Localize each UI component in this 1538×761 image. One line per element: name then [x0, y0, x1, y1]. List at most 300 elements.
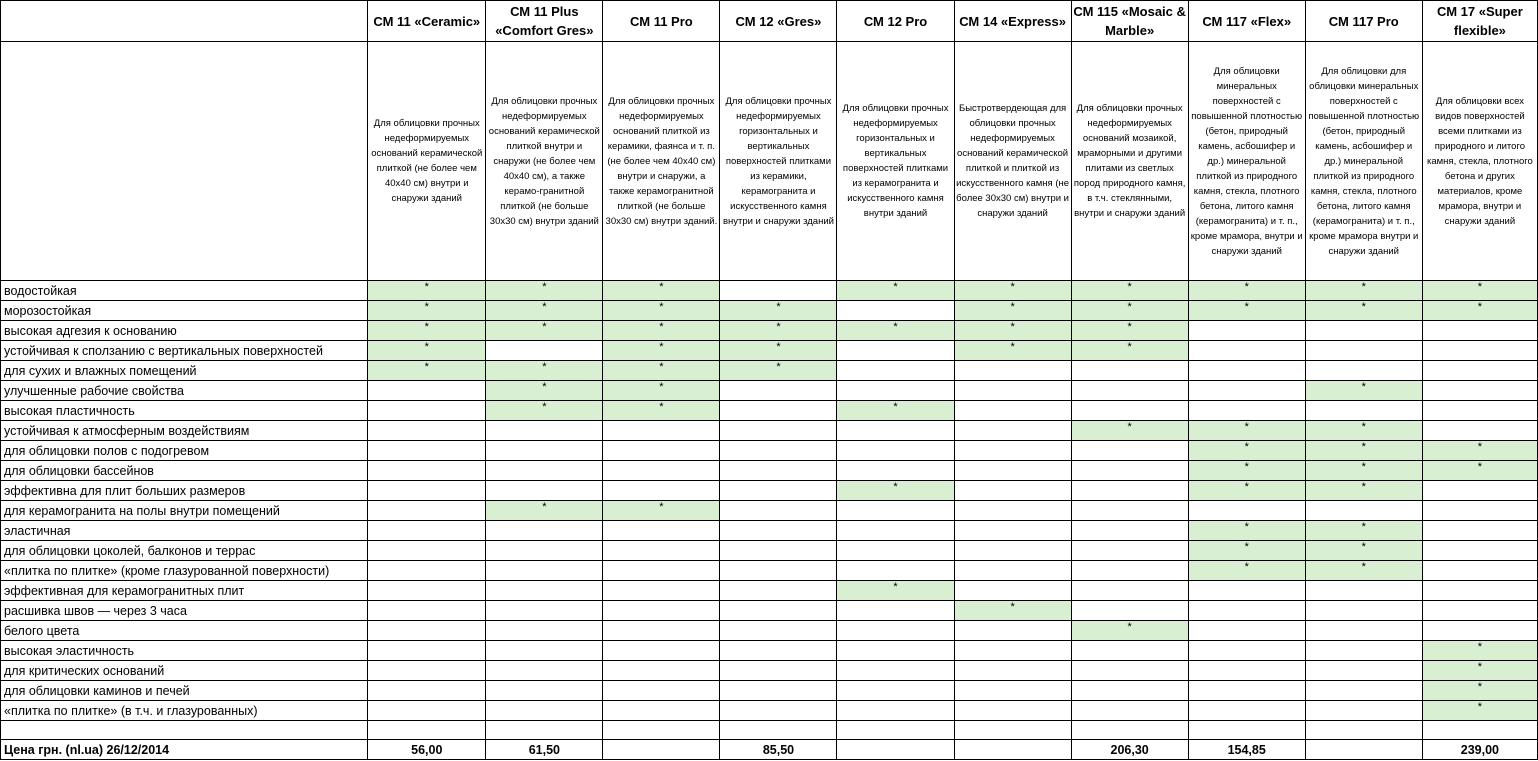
feature-label: эффективна для плит больших размеров: [1, 481, 368, 501]
feature-mark: [368, 381, 486, 401]
feature-mark: [1305, 601, 1422, 621]
feature-row: [1, 681, 1538, 701]
feature-label: эластичная: [1, 521, 368, 541]
feature-mark: *: [1071, 341, 1188, 361]
price-label: Цена грн. (nl.ua) 26/12/2014: [1, 740, 368, 760]
feature-mark: *: [1305, 461, 1422, 481]
feature-mark: [837, 621, 954, 641]
product-price: 206,30: [1071, 740, 1188, 760]
feature-mark: [954, 621, 1071, 641]
feature-mark: [1305, 621, 1422, 641]
spacer-cell: [1188, 721, 1305, 740]
feature-mark: *: [837, 581, 954, 601]
feature-mark: [837, 441, 954, 461]
spacer-cell: [1422, 721, 1537, 740]
feature-mark: *: [1422, 281, 1537, 301]
feature-mark: [1188, 601, 1305, 621]
product-description: Для облицовки прочных недеформируемых оснований керамической плиткой (не более чем 40х40 см) внутри и снаружи зданий: [368, 42, 486, 281]
product-description: Для облицовки прочных недеформируемых оснований керамической плиткой внутри и снаружи (не более чем 40х40 см), а также керамо-гранитной плиткой (не больше 30х30 см) внутри зданий: [486, 42, 603, 281]
feature-mark: [837, 641, 954, 661]
spacer-cell: [603, 721, 720, 740]
feature-mark: [368, 601, 486, 621]
feature-mark: [368, 521, 486, 541]
feature-mark: [1071, 641, 1188, 661]
feature-mark: *: [1188, 521, 1305, 541]
product-price: [954, 740, 1071, 760]
feature-row: [1, 641, 1538, 661]
feature-mark: [1071, 701, 1188, 721]
feature-mark: [1188, 341, 1305, 361]
product-description: Для облицовки всех видов поверхностей всеми плитками из природного и литого камня, стекла, плотного бетона и других материалов, кроме мрамора, внутри и снаружи зданий: [1422, 42, 1537, 281]
product-price: [1305, 740, 1422, 760]
feature-mark: *: [1422, 301, 1537, 321]
feature-mark: [368, 621, 486, 641]
feature-row: [1, 461, 1538, 481]
feature-mark: *: [486, 281, 603, 301]
feature-mark: [954, 701, 1071, 721]
feature-mark: *: [954, 281, 1071, 301]
feature-mark: *: [1422, 661, 1537, 681]
feature-mark: [1188, 401, 1305, 421]
feature-mark: [954, 441, 1071, 461]
feature-mark: [486, 621, 603, 641]
feature-mark: [1071, 461, 1188, 481]
feature-mark: *: [954, 301, 1071, 321]
description-corner-cell: [1, 42, 368, 281]
feature-label: для облицовки бассейнов: [1, 461, 368, 481]
feature-mark: [603, 601, 720, 621]
feature-mark: [1305, 641, 1422, 661]
feature-mark: [1071, 521, 1188, 541]
feature-mark: [368, 421, 486, 441]
feature-mark: [720, 481, 837, 501]
feature-mark: [1188, 381, 1305, 401]
feature-mark: *: [486, 501, 603, 521]
product-price: [603, 740, 720, 760]
spacer-cell: [1305, 721, 1422, 740]
feature-mark: [837, 361, 954, 381]
feature-mark: *: [486, 401, 603, 421]
feature-label: для облицовки полов с подогревом: [1, 441, 368, 461]
feature-mark: [837, 521, 954, 541]
product-name: СМ 11 Pro: [603, 1, 720, 42]
feature-mark: [603, 681, 720, 701]
feature-mark: [837, 501, 954, 521]
feature-mark: [954, 581, 1071, 601]
spacer-cell: [1071, 721, 1188, 740]
spacer-cell: [368, 721, 486, 740]
product-name: СМ 12 «Gres»: [720, 1, 837, 42]
feature-mark: [720, 401, 837, 421]
product-name: СМ 12 Pro: [837, 1, 954, 42]
feature-mark: *: [1188, 541, 1305, 561]
feature-mark: [1305, 681, 1422, 701]
feature-mark: *: [1071, 321, 1188, 341]
feature-mark: [1422, 381, 1537, 401]
spacer-cell: [837, 721, 954, 740]
feature-mark: [720, 601, 837, 621]
feature-mark: [1071, 361, 1188, 381]
feature-mark: *: [1305, 381, 1422, 401]
feature-mark: [1071, 601, 1188, 621]
product-name: СМ 117 Pro: [1305, 1, 1422, 42]
feature-mark: [368, 481, 486, 501]
spacer-cell: [954, 721, 1071, 740]
feature-mark: [486, 581, 603, 601]
spacer-cell: [1, 721, 368, 740]
feature-mark: *: [720, 361, 837, 381]
product-price: 154,85: [1188, 740, 1305, 760]
feature-mark: [1188, 321, 1305, 341]
feature-mark: *: [1422, 681, 1537, 701]
feature-mark: [1071, 561, 1188, 581]
feature-mark: [720, 501, 837, 521]
feature-mark: [603, 561, 720, 581]
feature-mark: [837, 561, 954, 581]
feature-mark: [1305, 401, 1422, 421]
feature-mark: [368, 661, 486, 681]
feature-mark: *: [1188, 461, 1305, 481]
feature-mark: [603, 661, 720, 681]
feature-row: [1, 401, 1538, 421]
product-price: 56,00: [368, 740, 486, 760]
feature-mark: [837, 541, 954, 561]
feature-mark: *: [1188, 301, 1305, 321]
feature-row: [1, 381, 1538, 401]
feature-mark: [1071, 381, 1188, 401]
feature-row: [1, 521, 1538, 541]
feature-mark: [837, 341, 954, 361]
feature-mark: *: [603, 501, 720, 521]
feature-mark: [1422, 421, 1537, 441]
feature-mark: *: [1305, 301, 1422, 321]
feature-mark: *: [486, 321, 603, 341]
product-name: СМ 17 «Super flexible»: [1422, 1, 1537, 42]
header-row: [1, 1, 1538, 42]
feature-label: улучшенные рабочие свойства: [1, 381, 368, 401]
feature-mark: [1305, 701, 1422, 721]
feature-mark: [954, 661, 1071, 681]
feature-mark: *: [837, 321, 954, 341]
feature-mark: *: [954, 341, 1071, 361]
feature-mark: [954, 421, 1071, 441]
feature-mark: [1071, 541, 1188, 561]
feature-mark: [1071, 581, 1188, 601]
feature-label: высокая пластичность: [1, 401, 368, 421]
feature-mark: [486, 341, 603, 361]
feature-row: [1, 481, 1538, 501]
product-description: Для облицовки прочных недеформируемых оснований плиткой из керамики, фаянса и т. п. (не более чем 40х40 см) внутри и снаружи, а также керамогранитной плиткой (не больше 30х30 см) внутри зданий.: [603, 42, 720, 281]
feature-mark: *: [1305, 541, 1422, 561]
feature-mark: [1422, 501, 1537, 521]
feature-mark: [1422, 621, 1537, 641]
feature-mark: [1305, 661, 1422, 681]
feature-mark: [1422, 561, 1537, 581]
table-body: [1, 1, 1538, 760]
feature-mark: [837, 421, 954, 441]
feature-mark: [720, 381, 837, 401]
feature-mark: [720, 641, 837, 661]
feature-label: устойчивая к сползанию с вертикальных поверхностей: [1, 341, 368, 361]
feature-label: эффективная для керамогранитных плит: [1, 581, 368, 601]
feature-mark: [720, 281, 837, 301]
feature-mark: [954, 401, 1071, 421]
product-price: [837, 740, 954, 760]
feature-mark: [720, 561, 837, 581]
feature-mark: [603, 481, 720, 501]
feature-mark: [720, 701, 837, 721]
feature-mark: [954, 561, 1071, 581]
feature-mark: [954, 541, 1071, 561]
feature-mark: [368, 701, 486, 721]
feature-mark: [1188, 641, 1305, 661]
feature-mark: *: [368, 281, 486, 301]
feature-mark: [720, 441, 837, 461]
feature-mark: *: [603, 361, 720, 381]
feature-mark: [486, 641, 603, 661]
feature-mark: *: [1188, 441, 1305, 461]
feature-mark: [486, 421, 603, 441]
feature-mark: [603, 581, 720, 601]
feature-mark: *: [368, 321, 486, 341]
product-description: Для облицовки минеральных поверхностей с повышенной плотностью (бетон, природный камень, асбошифер и др.) минеральной плиткой из природного камня, стекла, плотного бетона, литого камня (керамогранита) и т. п., кроме мрамора, внутри и снаружи зданий: [1188, 42, 1305, 281]
feature-mark: *: [1422, 461, 1537, 481]
feature-mark: [368, 501, 486, 521]
feature-mark: [486, 681, 603, 701]
feature-mark: [368, 541, 486, 561]
feature-mark: [368, 441, 486, 461]
feature-mark: [837, 681, 954, 701]
feature-mark: [603, 621, 720, 641]
feature-mark: [837, 601, 954, 621]
feature-mark: [603, 461, 720, 481]
feature-mark: *: [720, 301, 837, 321]
feature-mark: [1188, 501, 1305, 521]
feature-mark: *: [1305, 281, 1422, 301]
feature-mark: [720, 521, 837, 541]
feature-mark: [486, 601, 603, 621]
feature-mark: *: [954, 321, 1071, 341]
feature-row: [1, 581, 1538, 601]
feature-mark: *: [603, 381, 720, 401]
product-name: СМ 11 «Ceramic»: [368, 1, 486, 42]
feature-label: «плитка по плитке» (в т.ч. и глазурованных): [1, 701, 368, 721]
product-name: СМ 115 «Mosaic & Marble»: [1071, 1, 1188, 42]
feature-mark: *: [1071, 281, 1188, 301]
feature-mark: [486, 701, 603, 721]
feature-mark: *: [1188, 421, 1305, 441]
feature-mark: [1422, 361, 1537, 381]
feature-mark: *: [368, 361, 486, 381]
feature-label: для облицовки каминов и печей: [1, 681, 368, 701]
feature-mark: [603, 521, 720, 541]
feature-mark: *: [486, 361, 603, 381]
feature-mark: [1071, 481, 1188, 501]
feature-row: [1, 701, 1538, 721]
feature-mark: *: [1188, 281, 1305, 301]
feature-mark: [720, 461, 837, 481]
feature-mark: [720, 581, 837, 601]
feature-mark: [486, 661, 603, 681]
feature-mark: [486, 541, 603, 561]
feature-mark: *: [1071, 301, 1188, 321]
feature-mark: *: [603, 341, 720, 361]
feature-mark: *: [1071, 421, 1188, 441]
feature-mark: [1305, 581, 1422, 601]
feature-mark: *: [486, 301, 603, 321]
feature-mark: *: [837, 281, 954, 301]
feature-mark: *: [720, 341, 837, 361]
feature-mark: [1188, 661, 1305, 681]
feature-mark: [1188, 621, 1305, 641]
feature-mark: [368, 401, 486, 421]
feature-mark: [486, 521, 603, 541]
feature-row: [1, 321, 1538, 341]
feature-row: [1, 661, 1538, 681]
feature-mark: [837, 381, 954, 401]
feature-mark: [368, 641, 486, 661]
feature-mark: *: [1305, 561, 1422, 581]
feature-row: [1, 561, 1538, 581]
feature-mark: [720, 541, 837, 561]
price-row: [1, 740, 1538, 760]
feature-row: [1, 621, 1538, 641]
feature-mark: *: [603, 401, 720, 421]
feature-mark: [1422, 341, 1537, 361]
feature-row: [1, 421, 1538, 441]
feature-mark: *: [1422, 441, 1537, 461]
feature-mark: [837, 701, 954, 721]
feature-mark: [368, 581, 486, 601]
feature-mark: [1422, 581, 1537, 601]
feature-mark: [954, 481, 1071, 501]
feature-mark: [1188, 581, 1305, 601]
feature-mark: [1422, 521, 1537, 541]
feature-mark: [1422, 601, 1537, 621]
product-price: 239,00: [1422, 740, 1537, 760]
feature-label: белого цвета: [1, 621, 368, 641]
feature-label: высокая адгезия к основанию: [1, 321, 368, 341]
feature-mark: [368, 461, 486, 481]
feature-mark: [720, 661, 837, 681]
spacer-row: [1, 721, 1538, 740]
product-description: Для облицовки прочных недеформируемых горизонтальных и вертикальных поверхностей плитками из керамогранита и искусственного камня внутри зданий: [837, 42, 954, 281]
feature-mark: [486, 461, 603, 481]
feature-mark: [1422, 481, 1537, 501]
feature-mark: [1422, 321, 1537, 341]
feature-mark: [486, 481, 603, 501]
feature-mark: *: [1305, 481, 1422, 501]
feature-mark: *: [1071, 621, 1188, 641]
feature-row: [1, 301, 1538, 321]
feature-mark: *: [1188, 561, 1305, 581]
feature-mark: [720, 621, 837, 641]
spacer-cell: [720, 721, 837, 740]
feature-label: для критических оснований: [1, 661, 368, 681]
feature-mark: *: [1305, 441, 1422, 461]
feature-mark: [1071, 661, 1188, 681]
feature-mark: *: [1422, 701, 1537, 721]
feature-mark: [837, 461, 954, 481]
feature-label: морозостойкая: [1, 301, 368, 321]
feature-mark: *: [1305, 421, 1422, 441]
feature-mark: [1422, 541, 1537, 561]
feature-mark: [603, 421, 720, 441]
description-row: [1, 42, 1538, 281]
feature-mark: [368, 681, 486, 701]
feature-mark: *: [720, 321, 837, 341]
feature-label: для керамогранита на полы внутри помещений: [1, 501, 368, 521]
feature-mark: *: [1305, 521, 1422, 541]
feature-mark: *: [486, 381, 603, 401]
feature-label: для сухих и влажных помещений: [1, 361, 368, 381]
feature-mark: [603, 641, 720, 661]
feature-mark: [1305, 361, 1422, 381]
product-description: Для облицовки прочных недеформируемых оснований мозаикой, мраморными и другими плитами из светлых пород природного камня, в т.ч. стеклянными, внутри и снаружи зданий: [1071, 42, 1188, 281]
feature-mark: *: [837, 481, 954, 501]
feature-row: [1, 361, 1538, 381]
feature-mark: [1305, 341, 1422, 361]
feature-row: [1, 541, 1538, 561]
feature-mark: [603, 541, 720, 561]
product-name: СМ 14 «Express»: [954, 1, 1071, 42]
feature-mark: *: [837, 401, 954, 421]
feature-mark: *: [603, 281, 720, 301]
feature-mark: [954, 381, 1071, 401]
feature-row: [1, 441, 1538, 461]
feature-mark: [1305, 321, 1422, 341]
feature-mark: *: [1188, 481, 1305, 501]
feature-label: для облицовки цоколей, балконов и террас: [1, 541, 368, 561]
feature-mark: [486, 561, 603, 581]
product-name: СМ 117 «Flex»: [1188, 1, 1305, 42]
product-description: Быстротвердеющая для облицовки прочных недеформируемых оснований керамической плиткой и плиткой из искусственного камня (не более 30х30 см) внутри и снаружи зданий: [954, 42, 1071, 281]
feature-row: [1, 341, 1538, 361]
feature-mark: *: [954, 601, 1071, 621]
feature-row: [1, 501, 1538, 521]
feature-label: расшивка швов — через 3 часа: [1, 601, 368, 621]
feature-mark: [1188, 701, 1305, 721]
feature-label: устойчивая к атмосферным воздействиям: [1, 421, 368, 441]
product-price: 61,50: [486, 740, 603, 760]
feature-mark: *: [1422, 641, 1537, 661]
feature-row: [1, 601, 1538, 621]
feature-mark: [954, 521, 1071, 541]
feature-mark: [954, 461, 1071, 481]
feature-mark: [1188, 681, 1305, 701]
feature-mark: [1071, 681, 1188, 701]
feature-mark: [1305, 501, 1422, 521]
feature-mark: [720, 681, 837, 701]
corner-cell: [1, 1, 368, 42]
feature-label: высокая эластичность: [1, 641, 368, 661]
feature-mark: [486, 441, 603, 461]
feature-mark: [603, 701, 720, 721]
feature-mark: [1071, 441, 1188, 461]
feature-label: «плитка по плитке» (кроме глазурованной поверхности): [1, 561, 368, 581]
product-name: СМ 11 Plus «Comfort Gres»: [486, 1, 603, 42]
feature-mark: [1422, 401, 1537, 421]
feature-mark: *: [368, 301, 486, 321]
feature-mark: [837, 661, 954, 681]
feature-mark: [1071, 501, 1188, 521]
feature-mark: *: [603, 321, 720, 341]
feature-mark: [1071, 401, 1188, 421]
feature-mark: [837, 301, 954, 321]
feature-mark: [603, 441, 720, 461]
feature-mark: *: [368, 341, 486, 361]
feature-label: водостойкая: [1, 281, 368, 301]
